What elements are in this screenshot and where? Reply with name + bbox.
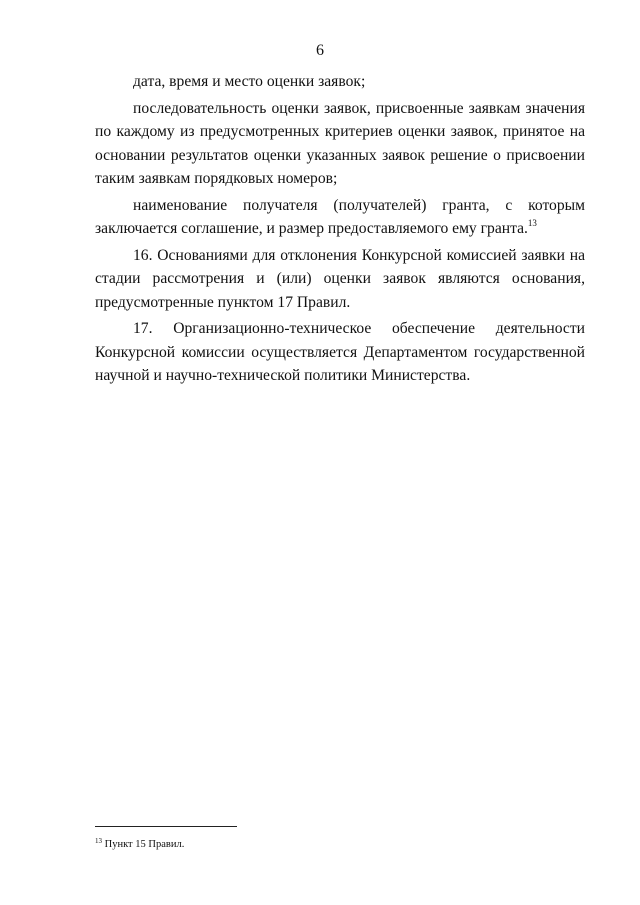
page-number: 6 xyxy=(316,42,324,59)
paragraph-meeting-details: дата, время и место оценки заявок; xyxy=(133,73,366,90)
footnote-number: 13 xyxy=(95,837,102,845)
body-text xyxy=(95,70,585,388)
paragraph-grant-recipient-line2 xyxy=(95,217,585,241)
footnote xyxy=(95,838,184,852)
footnote-divider xyxy=(95,826,237,827)
paragraph-evaluation-order: последовательность оценки заявок, присвоенные заявкам значения по каждому из предусмотренных критериев оценки заявок, принятое на основании результатов оценки указанных заявок решение о присвоении таким заявкам порядковых номеров; xyxy=(95,99,585,187)
paragraph-item-16: 16. Основаниями для отклонения Конкурсной комиссией заявки на стадии рассмотрения и (или) оценки заявок являются основания, предусмотренные пунктом 17 Правил. xyxy=(95,246,585,311)
footnote-reference: 13 xyxy=(527,218,537,228)
footnote-text: Пункт 15 Правил. xyxy=(104,839,185,850)
paragraph-grant-recipient-line1: наименование получателя (получателей) гранта, с которым xyxy=(133,196,585,214)
paragraph-item-17: 17. Организационно-техническое обеспечение деятельности Конкурсной комиссии осуществляется Департаментом государственной научной и научно-технической политики Министерства. xyxy=(95,320,585,384)
grant-recipient-text: заключается соглашение, и размер предоставляемого ему гранта. xyxy=(95,220,528,237)
